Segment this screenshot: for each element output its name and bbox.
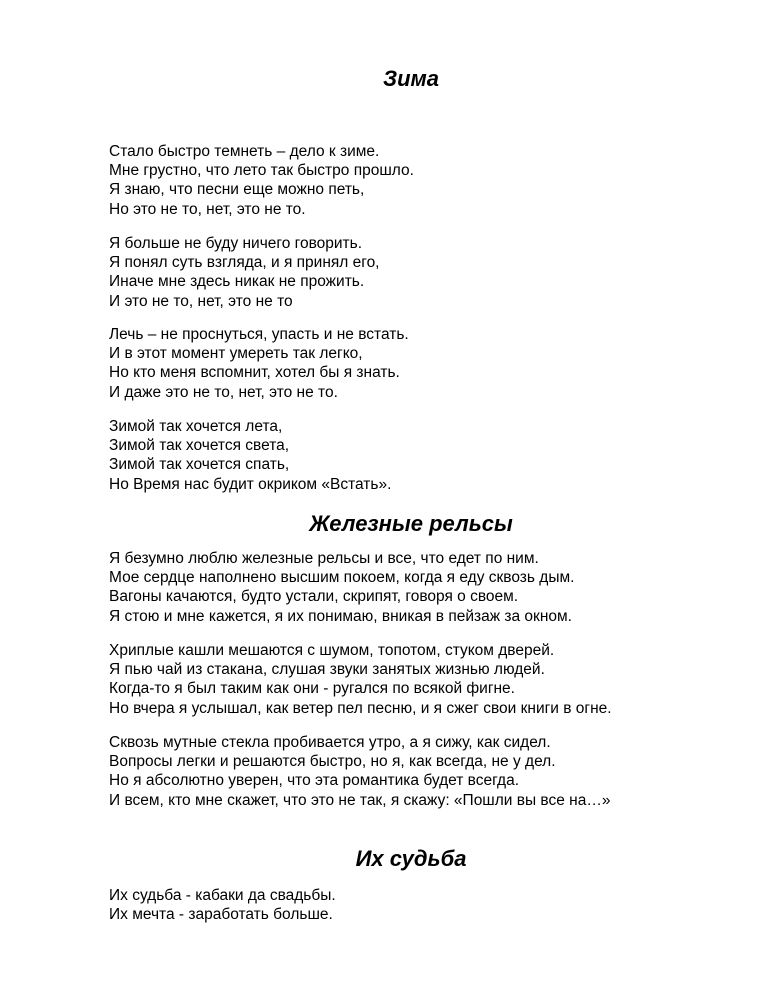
poem-line: Зимой так хочется лета, bbox=[109, 418, 283, 435]
poem-title-zima: Зима bbox=[382, 66, 440, 91]
poem-title-ikh-sudba: Их судьба bbox=[355, 846, 467, 871]
poem-line: Но я абсолютно уверен, что эта романтика будет всегда. bbox=[109, 772, 520, 790]
poem-line: Но Время нас будит окриком «Встать». bbox=[109, 475, 392, 493]
poem-line: И даже это не то, нет, это не то. bbox=[109, 383, 338, 401]
poem-line: Вагоны качаются, будто устали, скрипят, говоря о своем. bbox=[109, 588, 519, 606]
stanza bbox=[109, 234, 729, 311]
poem-line: Мое сердце наполнено высшим покоем, когда я еду сквозь дым. bbox=[109, 569, 575, 587]
poem-line: Зимой так хочется спать, bbox=[109, 456, 290, 474]
poem-line: Их судьба - кабаки да свадьбы. bbox=[109, 887, 336, 904]
poem-line: Зимой так хочется света, bbox=[109, 437, 290, 455]
stanza bbox=[109, 549, 729, 626]
stanza bbox=[109, 733, 729, 810]
poem-line: И это не то, нет, это не то bbox=[109, 292, 293, 310]
poem-line: И всем, кто мне скажет, что это не так, я скажу: «Пошли вы все на…» bbox=[109, 791, 611, 809]
poem-line: Я стою и мне кажется, я их понимаю, вникая в пейзаж за окном. bbox=[109, 607, 572, 625]
poem-line: И в этот момент умереть так легко, bbox=[109, 345, 363, 363]
poem-line: Вопросы легки и решаются быстро, но я, как всегда, не у дел. bbox=[109, 753, 556, 771]
poem-title-zheleznye-relsy: Железные рельсы bbox=[309, 511, 513, 536]
poem-line: Лечь – не проснуться, упасть и не встать. bbox=[109, 326, 409, 343]
poem-line: Их мечта - заработать больше. bbox=[109, 906, 333, 924]
poem-line: Но это не то, нет, это не то. bbox=[109, 200, 306, 218]
poem-line: Хриплые кашли мешаются с шумом, топотом, стуком дверей. bbox=[109, 642, 555, 659]
poem-line: Но вчера я услышал, как ветер пел песню, и я сжег свои книги в огне. bbox=[109, 699, 612, 717]
poem-line: Я больше не буду ничего говорить. bbox=[109, 235, 363, 252]
stanza bbox=[109, 142, 729, 219]
poem-line: Но кто меня вспомнит, хотел бы я знать. bbox=[109, 364, 400, 382]
poem-line: Я понял суть взгляда, и я принял его, bbox=[109, 254, 380, 272]
poem-line: Я пью чай из стакана, слушая звуки занятых жизнью людей. bbox=[109, 661, 545, 679]
poem-line: Иначе мне здесь никак не прожить. bbox=[109, 273, 365, 291]
stanza bbox=[109, 417, 729, 494]
stanza bbox=[109, 886, 729, 924]
poem-line: Сквозь мутные стекла пробивается утро, а я сижу, как сидел. bbox=[109, 734, 551, 751]
poem-line: Когда-то я был таким как они - ругался по всякой фигне. bbox=[109, 680, 515, 698]
stanza bbox=[109, 641, 729, 718]
poem-line: Стало быстро темнеть – дело к зиме. bbox=[109, 143, 380, 160]
poem-line: Мне грустно, что лето так быстро прошло. bbox=[109, 162, 414, 180]
poem-line: Я безумно люблю железные рельсы и все, что едет по ним. bbox=[109, 550, 539, 567]
stanza bbox=[109, 325, 729, 402]
poem-line: Я знаю, что песни еще можно петь, bbox=[109, 181, 365, 199]
